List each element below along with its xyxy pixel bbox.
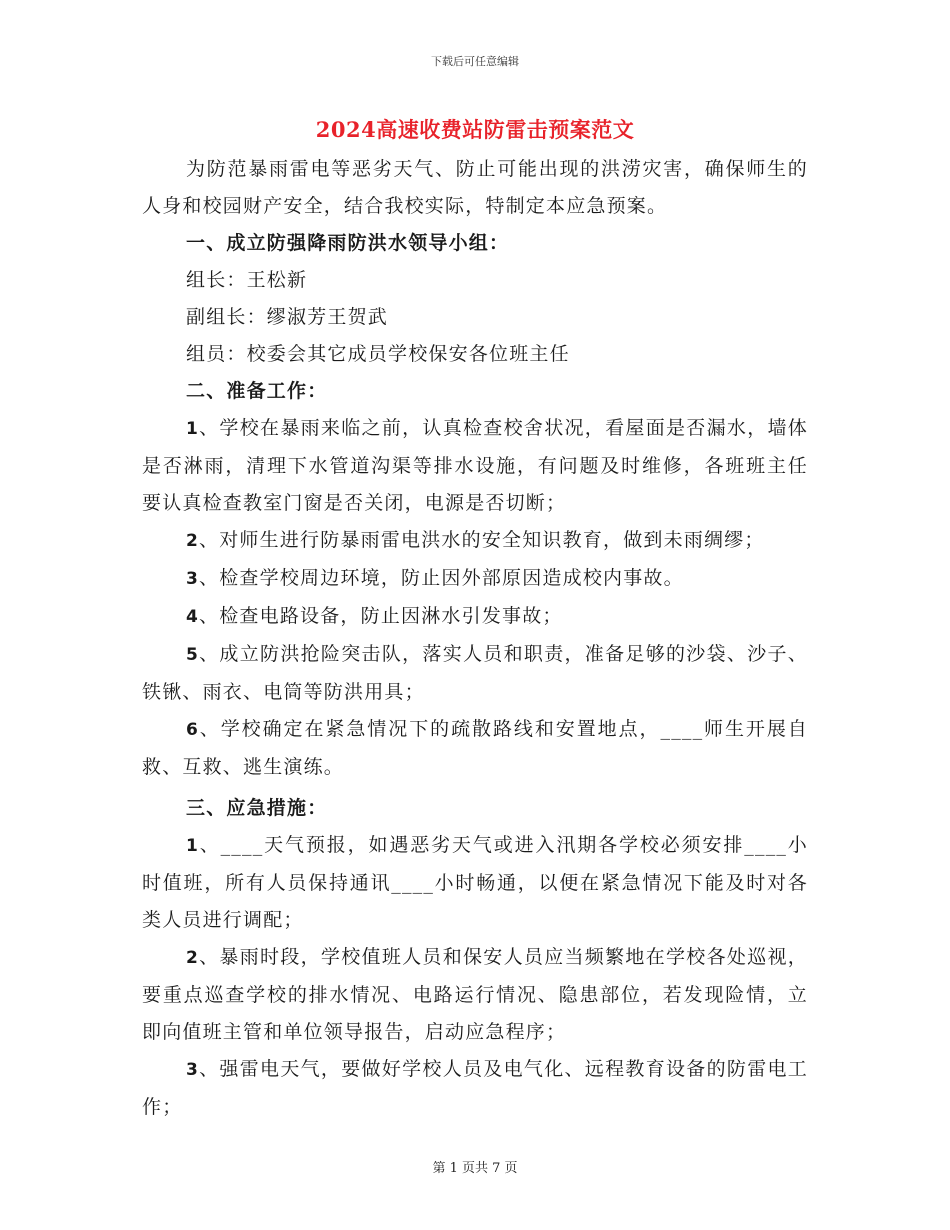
document-title: 2024高速收费站防雷击预案范文 [315, 117, 635, 142]
item-text: 、对师生进行防暴雨雷电洪水的安全知识教育，做到未雨绸缪； [199, 529, 765, 551]
item-text: 、____天气预报，如遇恶劣天气或进入汛期各学校必须安排____小时值班，所有人员保持通讯____小时畅通，以便在紧急情况下能及时对各类人员进行调配； [142, 834, 808, 931]
page-number: 第 1 页共 7 页 [432, 1161, 518, 1176]
item-text: 、检查电路设备，防止因淋水引发事故； [199, 605, 563, 627]
list-item [142, 636, 808, 711]
list-item [142, 939, 808, 1051]
item-text: 、暴雨时段，学校值班人员和保安人员应当频繁地在学校各处巡视，要重点巡查学校的排水情况、电路运行情况、隐患部位，若发现险情，立即向值班主管和单位领导报告，启动应急程序； [142, 946, 808, 1043]
list-item [142, 827, 808, 939]
item-number: 2 [186, 531, 200, 551]
item-text: 、强雷电天气，要做好学校人员及电气化、远程教育设备的防雷电工作； [142, 1058, 808, 1118]
list-item [142, 1051, 808, 1126]
members-line: 组员：校委会其它成员学校保安各位班主任 [186, 343, 570, 365]
item-number: 6 [186, 720, 200, 740]
list-item [142, 522, 808, 560]
item-text: 、学校在暴雨来临之前，认真检查校舍状况，看屋面是否漏水，墙体是否淋雨，清理下水管道沟渠等排水设施，有问题及时维修，各班班主任要认真检查教室门窗是否关闭，电源是否切断； [142, 417, 808, 514]
item-text: 、学校确定在紧急情况下的疏散路线和安置地点，____师生开展自救、互救、逃生演练。 [142, 718, 808, 778]
download-note: 下载后可任意编辑 [431, 55, 519, 68]
item-number: 1 [186, 836, 200, 856]
item-number: 4 [186, 607, 200, 627]
list-item [142, 598, 808, 636]
list-item [142, 560, 808, 598]
intro-paragraph: 为防范暴雨雷电等恶劣天气、防止可能出现的洪涝灾害，确保师生的人身和校园财产安全，结合我校实际，特制定本应急预案。 [142, 158, 808, 217]
list-item [142, 711, 808, 786]
item-text: 、成立防洪抢险突击队，落实人员和职责，准备足够的沙袋、沙子、铁锹、雨衣、电筒等防洪用具； [142, 643, 808, 703]
item-number: 5 [186, 645, 200, 665]
leader-line: 组长：王松新 [186, 269, 308, 291]
item-number: 2 [186, 948, 200, 968]
list-item [142, 410, 808, 522]
section2-heading: 二、准备工作： [186, 380, 328, 402]
document-body [142, 151, 808, 1126]
section1-heading: 一、成立防强降雨防洪水领导小组： [186, 232, 510, 254]
item-number: 3 [186, 1060, 200, 1080]
item-number: 1 [186, 419, 200, 439]
item-text: 、检查学校周边环境，防止因外部原因造成校内事故。 [199, 567, 684, 589]
item-number: 3 [186, 569, 200, 589]
section3-heading: 三、应急措施： [186, 797, 328, 819]
deputy-line: 副组长：缪淑芳王贺武 [186, 306, 389, 328]
